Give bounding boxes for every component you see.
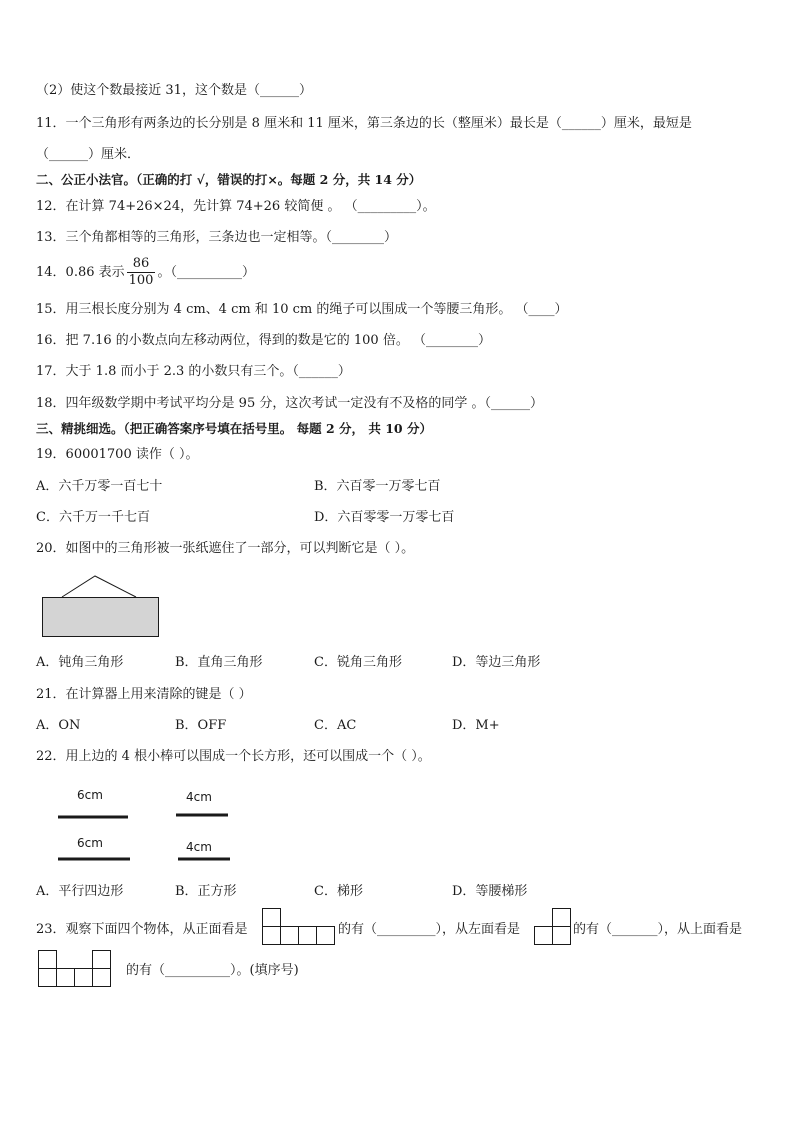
q14-prefix: 14．0.86 表示 (36, 265, 125, 280)
stick-label-3: 6cm (77, 836, 103, 850)
q22-option-c: C．梯形 (314, 884, 363, 899)
q21-option-c: C．AC (314, 718, 357, 733)
stick-3 (58, 856, 132, 862)
q21: 21．在计算器上用来清除的键是（ ） (36, 687, 252, 702)
stick-2 (176, 812, 230, 818)
q19-option-b: B．六百零一万零七百 (314, 479, 441, 494)
stick-label-1: 6cm (77, 788, 103, 802)
q19: 19．60001700 读作（ ）。 (36, 447, 199, 462)
q19-option-d: D．六百零零一万零七百 (314, 510, 455, 525)
stick-4 (178, 856, 232, 862)
stick-1 (58, 814, 130, 820)
q19-option-c: C．六千万一千七百 (36, 510, 150, 525)
q22-option-a: A．平行四边形 (36, 884, 124, 899)
q21-option-d: D．M+ (452, 718, 500, 733)
q13: 13．三个角都相等的三角形，三条边也一定相等。（________） (36, 230, 398, 245)
triangle-top-edges (62, 576, 136, 597)
fraction-numerator: 86 (127, 256, 156, 273)
q11-line1: 11．一个三角形有两条边的长分别是 8 厘米和 11 厘米，第三条边的长（整厘米）最长是（______）厘米，最短是 (36, 116, 692, 131)
q11-line2: （______）厘米． (36, 147, 141, 162)
left-view-figure (534, 908, 576, 948)
q10-part2: （2）使这个数最接近 31，这个数是（______） (36, 83, 312, 98)
stick-label-4: 4cm (186, 840, 212, 854)
top-view-figure (38, 950, 118, 990)
q12: 12．在计算 74+26×24，先计算 74+26 较简便 。 （_________）。 (36, 199, 436, 214)
fraction-denominator: 100 (128, 273, 154, 288)
q15: 15．用三根长度分别为 4 cm、4 cm 和 10 cm 的绳子可以围成一个等腰三角形。 （____） (36, 302, 568, 317)
q22-option-b: B．正方形 (175, 884, 237, 899)
q20-option-d: D．等边三角形 (452, 655, 541, 670)
q23-text-c: 的有（_______），从上面看是 (573, 922, 743, 937)
section3-heading: 三、精挑细选。（把正确答案序号填在括号里。 每题 2 分， 共 10 分） (36, 421, 432, 436)
section2-heading: 二、公正小法官。（正确的打 √，错误的打×。每题 2 分，共 14 分） (36, 172, 422, 187)
front-view-figure (262, 908, 342, 948)
covering-paper (43, 598, 159, 637)
q21-option-b: B．OFF (175, 718, 227, 733)
q18: 18．四年级数学期中考试平均分是 95 分，这次考试一定没有不及格的同学 。（______） (36, 396, 543, 411)
q19-option-a: A．六千万零一百七十 (36, 479, 163, 494)
q22: 22．用上边的 4 根小棒可以围成一个长方形，还可以围成一个（ ）。 (36, 749, 431, 764)
q17: 17．大于 1.8 而小于 2.3 的小数只有三个。（______） (36, 364, 351, 379)
q14 (36, 253, 255, 293)
q23-text-b: 的有（_________），从左面看是 (338, 922, 521, 937)
q20-option-b: B．直角三角形 (175, 655, 263, 670)
q22-option-d: D．等腰梯形 (452, 884, 528, 899)
covered-triangle-figure (40, 574, 164, 644)
fraction (127, 256, 156, 289)
q20-option-c: C．锐角三角形 (314, 655, 402, 670)
q23-text-a: 23．观察下面四个物体，从正面看是 (36, 922, 248, 937)
q20-option-a: A．钝角三角形 (36, 655, 124, 670)
q16: 16．把 7.16 的小数点向左移动两位，得到的数是它的 100 倍。 （________） (36, 333, 491, 348)
q14-suffix: 。（__________） (157, 265, 255, 280)
stick-label-2: 4cm (186, 790, 212, 804)
q21-option-a: A．ON (36, 718, 81, 733)
q20: 20．如图中的三角形被一张纸遮住了一部分，可以判断它是（ ）。 (36, 541, 415, 556)
q23-text-d: 的有（__________）。(填序号) (126, 963, 299, 978)
